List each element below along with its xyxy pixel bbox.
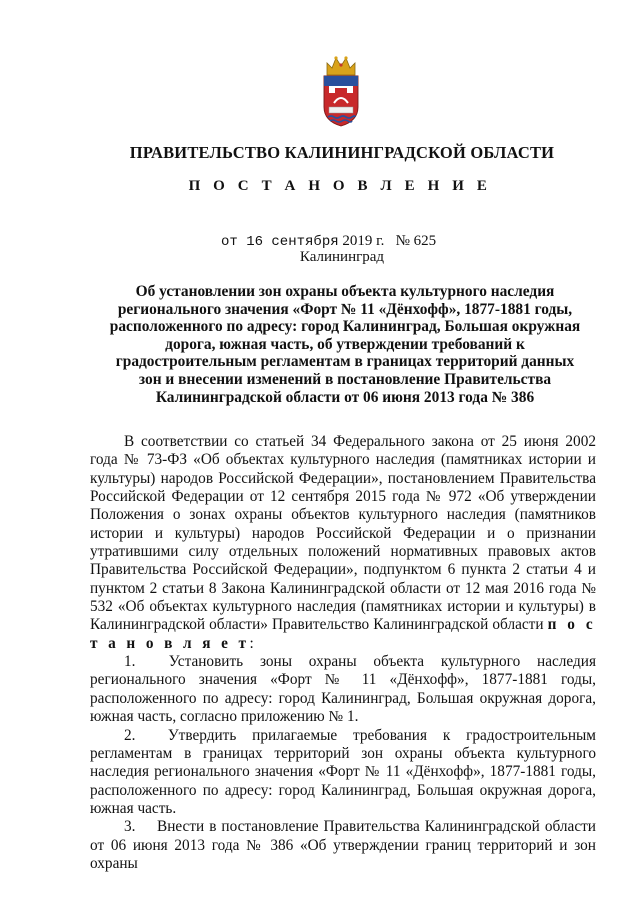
list-item xyxy=(90,653,596,726)
document-type: П О С Т А Н О В Л Е Н И Е xyxy=(188,178,492,194)
item-text: Утвердить прилагаемые требования к градостроительным регламентам в границах территорий зон охраны объекта культурного наследия регионального значения «Форт № 11 «Дёнхофф», 1877-1881 годы, расположенного по адресу: город Калининград, Большая окружная дорога, южная часть. xyxy=(90,726,596,817)
date-prefix: от 16 сентября xyxy=(221,234,339,250)
document-subject: Об установлении зон охраны объекта культурного наследия регионального значения «Форт № 11 «Дёнхофф», 1877-1881 годы, расположенного по адресу: город Калининград, Большая окружная дорога, южная часть, об утверждении требований к градостроительным регламентам в границах территорий данных зон и внесении изменений в постановление Правительства Калининградской области от 06 июня 2013 года № 386 xyxy=(109,283,581,406)
preamble-text: В соответствии со статьей 34 Федерального закона от 25 июня 2002 года № 73-ФЗ «Об объектах культурного наследия (памятниках истории и культуры) народов Российской Федерации», постановлением Правительства Российской Федерации от 12 сентября 2015 года № 972 «Об утверждении Положения о зонах охраны объектов культурного наследия (памятников истории и культуры) народов Российской Федерации и о признании утратившими силу отдельных положений нормативных правовых актов Правительства Российской Федерации», подпунктом 6 пункта 2 статьи 4 и пунктом 2 статьи 8 Закона Калининградской области от 12 мая 2016 года № 532 «Об объектах культурного наследия (памятниках истории и культуры) в Калининградской области» Правительство Калининградской области xyxy=(90,433,596,634)
decree-word: п о с т а н о в л я е т xyxy=(90,616,597,652)
document-number: № 625 xyxy=(395,233,437,249)
item-text: Внести в постановление Правительства Калининградской области от 06 июня 2013 года № 386 «Об утверждении границ территорий и зон охраны xyxy=(90,818,596,872)
item-number: 1. xyxy=(124,653,136,671)
decree-colon: : xyxy=(249,634,254,652)
list-item xyxy=(90,727,596,819)
date-year: 2019 г. xyxy=(342,233,385,249)
date-number-line xyxy=(221,233,436,250)
item-number: 2. xyxy=(124,726,136,744)
kaliningrad-coat-of-arms-icon xyxy=(321,55,361,127)
item-text: Установить зоны охраны объекта культурного наследия регионального значения «Форт № 11 «Дёнхофф», 1877-1881 годы, расположенного по адресу: город Калининград, Большая окружная дорога, южная часть, согласно приложению № 1. xyxy=(90,653,596,726)
city: Калининград xyxy=(299,249,385,265)
list-item xyxy=(90,818,596,873)
document-body xyxy=(90,433,596,873)
item-number: 3. xyxy=(124,818,136,836)
preamble-paragraph xyxy=(90,433,596,653)
government-title: ПРАВИТЕЛЬСТВО КАЛИНИНГРАДСКОЙ ОБЛАСТИ xyxy=(129,143,555,162)
